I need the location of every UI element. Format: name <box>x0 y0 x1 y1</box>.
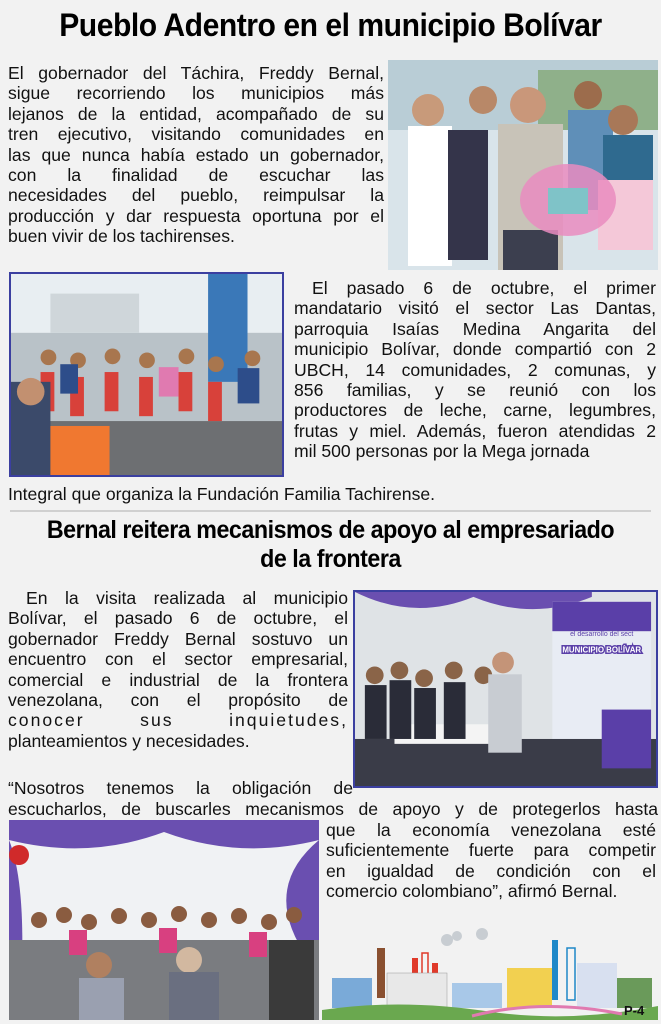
text-line: buen vivir de los tachirenses. <box>8 226 235 247</box>
article2-quote-intro <box>8 778 353 798</box>
banner-text-line2: MUNICIPIO BOLÍVAR <box>562 645 642 655</box>
text-line: “Nosotros tenemos la obligación de <box>8 778 353 798</box>
text-line: encuentro con el sector empresarial, <box>8 649 348 670</box>
text-line: municipio Bolívar, donde compartió con 2 <box>294 339 656 360</box>
text-line: suficientemente fuerte para competir <box>326 840 656 861</box>
text-line: UBCH, 14 comunidades, 2 comunas, y <box>294 359 656 380</box>
banner-text-line1: el desarrollo del sect <box>570 631 634 639</box>
article2-paragraph1 <box>8 588 348 751</box>
text-line: mil 500 personas por la Mega jornada <box>294 441 590 462</box>
article1-paragraph2-tail: Integral que organiza la Fundación Familia Tachirense. <box>8 484 436 504</box>
text-line: lejanos de la entidad, acompañado de su <box>8 103 384 124</box>
text-line: las que nunca había estado un gobernador, <box>8 144 384 165</box>
photo-audience <box>9 820 319 1020</box>
industrial-illustration <box>322 928 658 1020</box>
title-line: de la frontera <box>260 545 401 573</box>
photo-community-gathering <box>9 272 284 477</box>
title-line: Bernal reitera mecanismos de apoyo al empresariado <box>46 516 615 544</box>
text-line: con la finalidad de escuchar las <box>8 165 384 186</box>
text-line: parroquia Isaías Medina Angarita del <box>294 318 656 339</box>
text-line: necesidades del pueblo, reimpulsar la <box>8 185 384 206</box>
page-number-label: P-4 <box>624 1003 645 1018</box>
text-line: que la economía venezolana esté <box>326 820 656 840</box>
text-line: comercio colombiano”, afirmó Bernal. <box>326 881 618 902</box>
text-line: gobernador Freddy Bernal sostuvo un <box>8 628 348 649</box>
text-line: venezolana, con el propósito de <box>8 690 348 711</box>
text-line: frutas y miel. Además, fueron atendidas 2 <box>294 420 656 441</box>
text-line: comercial e industrial de la frontera <box>8 669 348 690</box>
article1-title: Pueblo Adentro en el municipio Bolívar <box>59 7 602 43</box>
text-line: En la visita realizada al municipio <box>26 588 348 608</box>
article2-title <box>23 516 638 574</box>
article1-paragraph1 <box>8 63 384 247</box>
photo-governor-gift <box>388 60 658 270</box>
article1-paragraph2 <box>294 278 656 462</box>
text-line: tren ejecutivo, visitando comunidades en <box>8 124 384 145</box>
text-line: El gobernador del Táchira, Freddy Bernal, <box>8 63 384 83</box>
section-divider <box>10 510 651 512</box>
text-line: Bolívar, el pasado 6 de octubre, el <box>8 608 348 629</box>
article2-quote-continuation <box>326 820 656 902</box>
text-line: El pasado 6 de octubre, el primer <box>312 278 656 298</box>
article2-quote-line2: escucharlos, de buscarles mecanismos de apoyo y de protegerlos hasta <box>8 799 658 819</box>
text-line: planteamientos y necesidades. <box>8 730 250 751</box>
text-line: en igualdad de condición con el <box>326 860 656 881</box>
text-line: conocer sus inquietudes, <box>8 710 348 731</box>
photo-business-meeting <box>353 590 658 788</box>
text-line: productores de leche, carne, legumbres, <box>294 400 656 421</box>
text-line: producción y dar respuesta oportuna por el <box>8 205 384 226</box>
text-line: 856 familias, y se reunió con los <box>294 380 656 401</box>
text-line: sigue recorriendo los municipios más <box>8 83 384 104</box>
text-line: mandatario visitó el sector Las Dantas, <box>294 298 656 319</box>
